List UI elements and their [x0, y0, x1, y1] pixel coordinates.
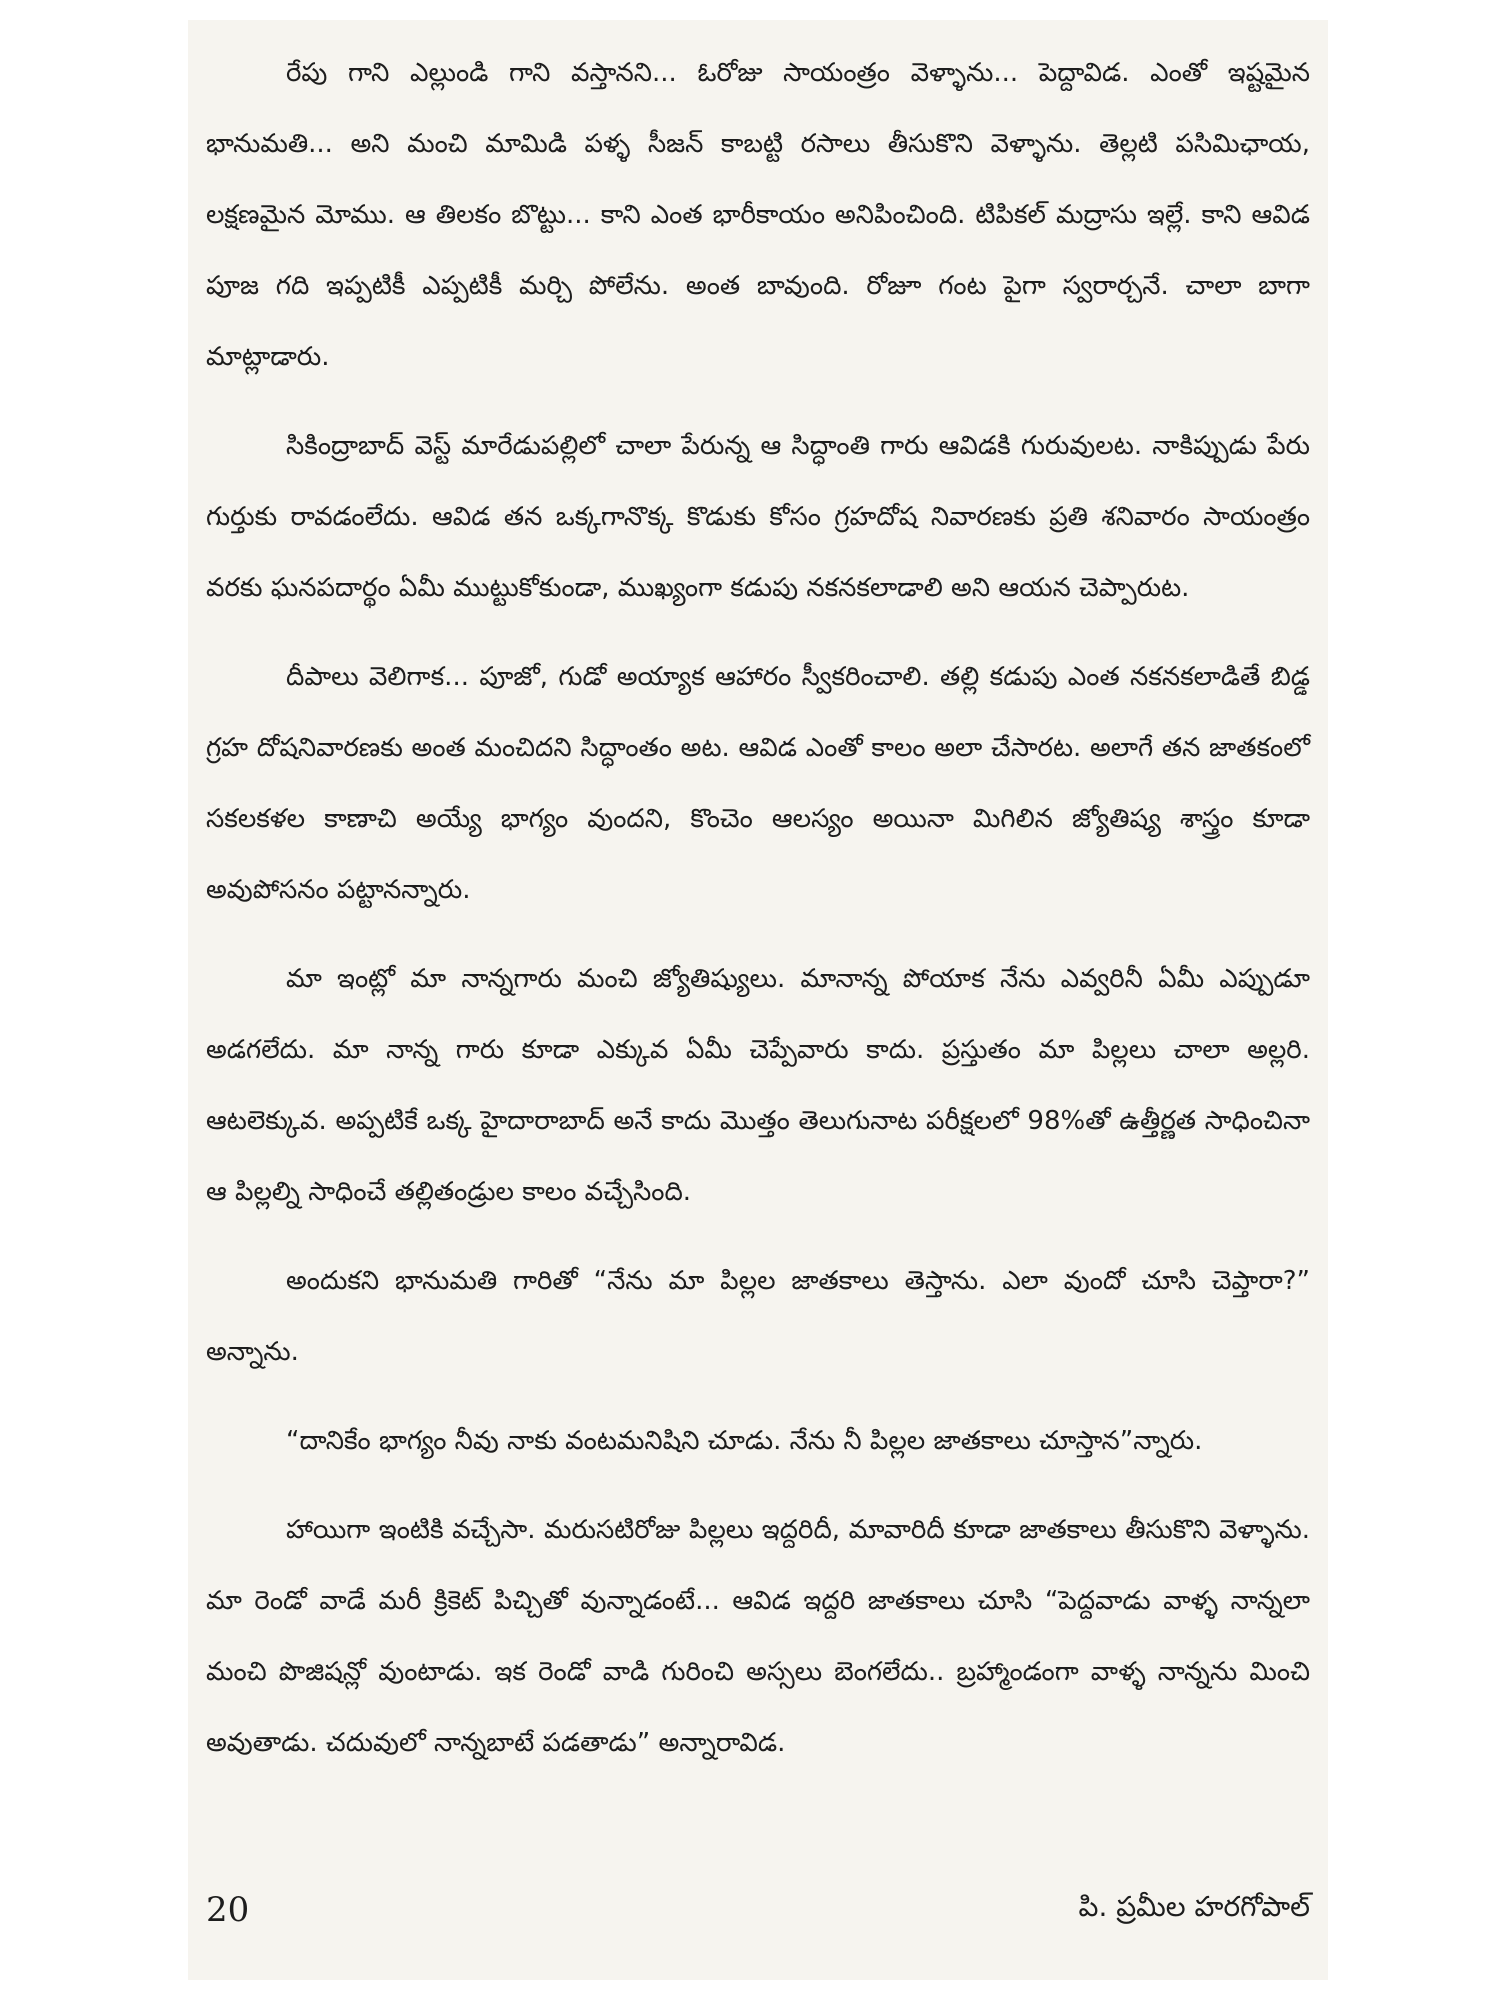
page-body	[206, 38, 1310, 1797]
paragraph: “దానికేం భాగ్యం నీవు నాకు వంటమనిషిని చూడు. నేను నీ పిల్లల జాతకాలు చూస్తాన”న్నారు.	[286, 1426, 1203, 1456]
paragraph: మా ఇంట్లో మా నాన్నగారు మంచి జ్యోతిష్యులు. మానాన్న పోయాక నేను ఎవ్వరినీ ఏమీ ఎప్పుడూ అడగలేదు. మా నాన్న గారు కూడా ఎక్కువ ఏమీ చెప్పేవారు కాదు. ప్రస్తుతం మా పిల్లలు చాలా అల్లరి. ఆటలెక్కువ. అప్పటికే ఒక్క హైదారాబాద్ అనే కాదు మొత్తం తెలుగునాట పరీక్షలలో 98%తో ఉత్తీర్ణత సాధించినా ఆ పిల్లల్ని సాధించే తల్లితండ్రుల కాలం వచ్చేసింది.	[206, 964, 1310, 1207]
page-number: 20	[206, 1890, 250, 1930]
paragraph: సికింద్రాబాద్ వెస్ట్ మారేడుపల్లిలో చాలా పేరున్న ఆ సిద్ధాంతి గారు ఆవిడకి గురువులట. నాకిప్పుడు పేరు గుర్తుకు రావడంలేదు. ఆవిడ తన ఒక్కగానొక్క కొడుకు కోసం గ్రహదోష నివారణకు ప్రతి శనివారం సాయంత్రం వరకు ఘనపదార్థం ఏమీ ముట్టుకోకుండా, ముఖ్యంగా కడుపు నకనకలాడాలి అని ఆయన చెప్పారుట.	[206, 431, 1310, 603]
paragraph: దీపాలు వెలిగాక... పూజో, గుడో అయ్యాక ఆహారం స్వీకరించాలి. తల్లి కడుపు ఎంత నకనకలాడితే బిడ్డ గ్రహ దోషనివారణకు అంత మంచిదని సిద్ధాంతం అట. ఆవిడ ఎంతో కాలం అలా చేసారట. అలాగే తన జాతకంలో సకలకళల కాణాచి అయ్యే భాగ్యం వుందని, కొంచెం ఆలస్యం అయినా మిగిలిన జ్యోతిష్య శాస్త్రం కూడా అవుపోసనం పట్టానన్నారు.	[206, 662, 1310, 905]
page-footer	[206, 1890, 1310, 1950]
book-page	[188, 20, 1328, 1980]
paragraph: రేపు గాని ఎల్లుండి గాని వస్తానని... ఓరోజు సాయంత్రం వెళ్ళాను... పెద్దావిడ. ఎంతో ఇష్టమైన భానుమతి... అని మంచి మామిడి పళ్ళ సీజన్ కాబట్టి రసాలు తీసుకొని వెళ్ళాను. తెల్లటి పసిమిఛాయ, లక్షణమైన మోము. ఆ తిలకం బొట్టు... కాని ఎంత భారీకాయం అనిపించింది. టిపికల్ మద్రాసు ఇల్లే. కాని ఆవిడ పూజ గది ఇప్పటికీ ఎప్పటికీ మర్చి పోలేను. అంత బావుంది. రోజూ గంట పైగా స్వరార్చనే. చాలా బాగా మాట్లాడారు.	[206, 58, 1310, 372]
paragraph: అందుకని భానుమతి గారితో “నేను మా పిల్లల జాతకాలు తెస్తాను. ఎలా వుందో చూసి చెప్తారా?” అన్నాను.	[206, 1266, 1310, 1367]
paragraph: హాయిగా ఇంటికి వచ్చేసా. మరుసటిరోజు పిల్లలు ఇద్దరిదీ, మావారిదీ కూడా జాతకాలు తీసుకొని వెళ్ళాను. మా రెండో వాడే మరీ క్రికెట్ పిచ్చితో వున్నాడంటే... ఆవిడ ఇద్దరి జాతకాలు చూసి “పెద్దవాడు వాళ్ళ నాన్నలా మంచి పొజిషన్లో వుంటాడు. ఇక రెండో వాడి గురించి అస్సలు బెంగలేదు.. బ్రహ్మాండంగా వాళ్ళ నాన్నను మించి అవుతాడు. చదువులో నాన్నబాటే పడతాడు” అన్నారావిడ.	[206, 1515, 1310, 1758]
author-name: పి. ప్రమీల హరగోపాల్	[1078, 1890, 1310, 1923]
